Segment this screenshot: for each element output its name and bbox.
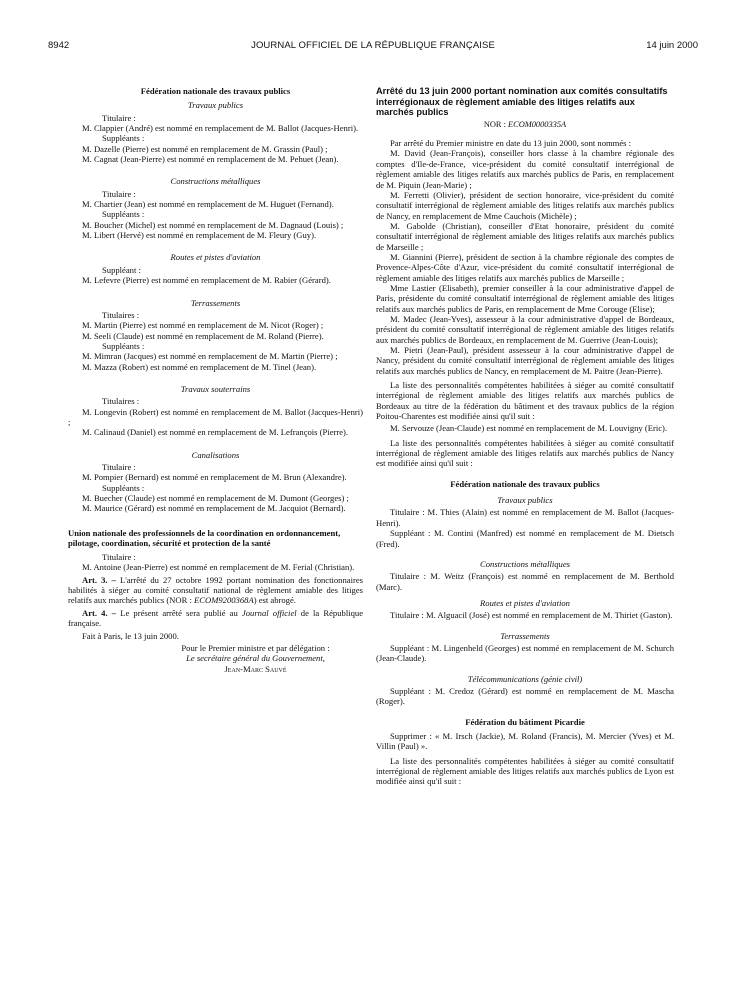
article-label: Art. 3. – bbox=[82, 574, 116, 585]
section-heading: Constructions métalliques bbox=[170, 176, 261, 187]
role-label: Titulaire : bbox=[102, 552, 136, 563]
federation-heading: Fédération nationale des travaux publics bbox=[140, 86, 291, 96]
appointment-paragraph: M. Pompier (Bernard) est nommé en remplacement de M. Brun (Alexandre). bbox=[82, 472, 347, 483]
appointment-paragraph: M. Pietri (Jean-Paul), président assesseur à la cour administrative d'appel de Nancy, président du comité consultatif interrégional de règlement amiable des litiges relatifs aux marchés publics de Nancy, en remplacement de M. Paitre (Jean-Pierre). bbox=[376, 345, 674, 376]
appointment-paragraph: M. Martin (Pierre) est nommé en remplacement de M. Nicot (Roger) ; bbox=[82, 320, 324, 331]
appointment-paragraph: M. Mazza (Robert) est nommé en remplacement de M. Tinel (Jean). bbox=[82, 361, 317, 372]
issue-date: 14 juin 2000 bbox=[646, 40, 698, 51]
intro-paragraph: Par arrêté du Premier ministre en date du 13 juin 2000, sont nommés : bbox=[390, 138, 632, 149]
appointment-paragraph: M. Longevin (Robert) est nommé en remplacement de M. Ballot (Jacques-Henri) ; bbox=[68, 406, 363, 427]
signatory-name: Jean-Marc Sauvé bbox=[224, 663, 287, 674]
appointment-paragraph: M. Servouze (Jean-Claude) est nommé en remplacement de M. Louvigny (Eric). bbox=[390, 423, 668, 434]
role-label: Titulaire : bbox=[102, 188, 136, 199]
appointment-paragraph: M. Dazelle (Pierre) est nommé en remplacement de M. Grassin (Paul) ; bbox=[82, 143, 328, 154]
appointment-paragraph: M. Mimran (Jacques) est nommé en remplacement de M. Martin (Pierre) ; bbox=[82, 351, 338, 362]
appointment-paragraph: Titulaire : M. Weitz (François) est nommé en remplacement de M. Berthold (Marc). bbox=[376, 571, 674, 592]
appointment-paragraph: Titulaire : M. Thies (Alain) est nommé en remplacement de M. Ballot (Jacques-Henri). bbox=[376, 507, 674, 528]
role-label: Titulaire : bbox=[102, 112, 136, 123]
appointment-paragraph: M. Boucher (Michel) est nommé en remplacement de M. Dagnaud (Louis) ; bbox=[82, 219, 344, 230]
role-label: Suppléants : bbox=[102, 340, 145, 351]
article-4: Art. 4. – Le présent arrêté sera publié au Journal officiel de la République française. bbox=[68, 607, 364, 629]
nor-line: NOR : ECOM0000335A bbox=[483, 119, 567, 129]
section-heading: Routes et pistes d'aviation bbox=[170, 252, 261, 263]
appointment-paragraph: M. Seeli (Claude) est nommé en remplacement de M. Roland (Pierre). bbox=[82, 330, 324, 341]
appointment-paragraph: M. Cagnat (Jean-Pierre) est nommé en remplacement de M. Pehuet (Jean). bbox=[82, 154, 339, 165]
deletion-paragraph: Supprimer : « M. Irsch (Jackie), M. Roland (Francis), M. Mercier (Yves) et M. Villin (Paul) ». bbox=[376, 730, 674, 752]
list-paragraph: La liste des personnalités compétentes habilitées à siéger au comité consultatif interrégional de règlement amiable des litiges relatifs aux marchés publics de Nancy est modifiée ainsi qu'il suit : bbox=[376, 437, 674, 469]
union-heading: Union nationale des professionnels de la coordination en ordonnancement, pilotage, coordination, sécurité et protection de la santé bbox=[68, 527, 341, 548]
appointment-paragraph: M. Madec (Jean-Yves), assesseur à la cour administrative d'appel de Bordeaux, président du comité consultatif interrégional de règlement amiable des litiges relatifs aux marchés publics de Bordeaux, en remplacement de M. Guerrive (Jean-Louis); bbox=[376, 313, 674, 345]
appointment-paragraph: M. Antoine (Jean-Pierre) est nommé en remplacement de M. Ferial (Christian). bbox=[82, 562, 355, 573]
article-3: Art. 3. – L'arrêté du 27 octobre 1992 portant nomination des fonctionnaires habilités à siéger au comité consultatif national de règlement amiable des litiges relatifs aux marchés publics (NOR : ECOM9200368A) est abrogé. bbox=[68, 574, 363, 606]
article-label: Art. 4. – bbox=[82, 607, 117, 618]
appointment-paragraph: M. Chartier (Jean) est nommé en remplacement de M. Huguet (Fernand). bbox=[82, 199, 334, 210]
right-column bbox=[376, 86, 674, 787]
section-heading: Télécommunications (génie civil) bbox=[467, 673, 583, 684]
list-paragraph: La liste des personnalités compétentes habilitées à siéger au comité consultatif interrégional de règlement amiable des litiges relatifs aux marchés publics de Lyon est modifiée ainsi qu'il suit : bbox=[376, 755, 674, 787]
appointment-paragraph: M. David (Jean-François), conseiller hors classe à la chambre régionale des comptes d'Ile-de-France, vice-président du comité consultatif interrégional de règlement amiable des litiges relatifs aux marchés publics de Paris, en remplacement de M. Piquin (Jean-Marie) ; bbox=[376, 148, 674, 190]
page-number: 8942 bbox=[48, 40, 70, 51]
list-paragraph: La liste des personnalités compétentes habilitées à siéger au comité consultatif interrégional de règlement amiable des litiges relatifs aux marchés publics de Bordeaux au titre de la fédération du bâtiment et des travaux publics de la région Poitou-Charentes est modifiée ainsi qu'il suit : bbox=[376, 380, 674, 422]
page-header bbox=[48, 40, 698, 54]
appointment-paragraph: M. Gabolde (Christian), conseiller d'Etat honoraire, président du comité consultatif interrégional de règlement amiable des litiges relatifs aux marchés publics de Marseille ; bbox=[376, 220, 674, 252]
section-heading: Travaux souterrains bbox=[180, 383, 251, 394]
appointment-paragraph: Suppléant : M. Contini (Manfred) est nommé en remplacement de M. Dietsch (Fred). bbox=[376, 528, 674, 549]
appointment-paragraph: M. Maurice (Gérard) est nommé en remplacement de M. Jacquiot (Bernard). bbox=[82, 503, 346, 514]
appointment-paragraph: M. Calinaud (Daniel) est nommé en remplacement de M. Lefrançois (Pierre). bbox=[82, 427, 349, 438]
role-label: Suppléants : bbox=[102, 482, 145, 493]
signature-line: Pour le Premier ministre et par délégation : bbox=[181, 642, 330, 653]
role-label: Titulaires : bbox=[102, 309, 140, 320]
appointment-paragraph: Suppléant : M. Credoz (Gérard) est nommé en remplacement de M. Mascha (Roger). bbox=[376, 685, 674, 707]
appointment-paragraph: M. Buecher (Claude) est nommé en remplacement de M. Dumont (Georges) ; bbox=[82, 493, 349, 503]
appointment-paragraph: M. Giannini (Pierre), président de section à la chambre régionale des comptes de Provence-Alpes-Côte d'Azur, vice-président du comité consultatif interrégional de règlement amiable des litiges relatifs aux marchés publics de Marseille ; bbox=[376, 251, 674, 283]
nor-code: ECOM0000335A bbox=[508, 119, 567, 129]
section-heading: Terrassements bbox=[190, 297, 241, 308]
appointment-paragraph: M. Clappier (André) est nommé en remplacement de M. Ballot (Jacques-Henri). bbox=[82, 123, 359, 134]
section-heading: Terrassements bbox=[500, 630, 550, 641]
section-heading: Routes et pistes d'aviation bbox=[480, 597, 570, 608]
role-label: Suppléants : bbox=[102, 209, 145, 220]
section-heading: Travaux publics bbox=[497, 495, 553, 506]
role-label: Suppléant : bbox=[102, 264, 141, 275]
role-label: Titulaires : bbox=[102, 396, 140, 407]
nor-reference: ECOM9200368A bbox=[194, 595, 254, 606]
appointment-paragraph: M. Libert (Hervé) est nommé en remplacement de M. Fleury (Guy). bbox=[82, 230, 317, 241]
federation-heading: Fédération nationale des travaux publics bbox=[450, 478, 600, 489]
appointment-paragraph: M. Lefevre (Pierre) est nommé en remplacement de M. Rabier (Gérard). bbox=[82, 275, 331, 286]
journal-name: Journal officiel bbox=[241, 607, 297, 618]
left-column bbox=[68, 86, 363, 674]
appointment-paragraph: Titulaire : M. Alguacil (José) est nommé en remplacement de M. Thiriet (Gaston). bbox=[390, 610, 673, 621]
federation-heading: Fédération du bâtiment Picardie bbox=[465, 716, 585, 727]
section-heading: Canalisations bbox=[191, 449, 240, 460]
done-at: Fait à Paris, le 13 juin 2000. bbox=[82, 630, 179, 641]
signature-title: Le secrétaire général du Gouvernement, bbox=[186, 653, 325, 664]
role-label: Suppléants : bbox=[102, 133, 145, 144]
appointment-paragraph: Suppléant : M. Lingenheld (Georges) est nommé en remplacement de M. Schurch (Jean-Claude). bbox=[376, 642, 674, 664]
appointment-paragraph: Mme Lastier (Elisabeth), premier conseiller à la cour administrative d'appel de Paris, présidente du comité consultatif interrégional de règlement amiable des litiges relatifs aux marchés publics de Paris, en remplacement de Mme Corouge (Elise); bbox=[376, 282, 674, 314]
section-heading: Constructions métalliques bbox=[480, 558, 570, 569]
journal-title: JOURNAL OFFICIEL DE LA RÉPUBLIQUE FRANÇAISE bbox=[251, 40, 495, 51]
decree-title: Arrêté du 13 juin 2000 portant nomination aux comités consultatifs interrégionaux de règlement amiable des litiges relatifs aux marchés publics bbox=[376, 86, 668, 118]
role-label: Titulaire : bbox=[102, 461, 136, 472]
appointment-paragraph: M. Ferretti (Olivier), président de section honoraire, vice-président du comité consultatif interrégional de règlement amiable des litiges relatifs aux marchés publics de Nancy, en remplacement de Mme Cauchois (Michèle) ; bbox=[376, 189, 674, 221]
section-heading: Travaux publics bbox=[187, 100, 244, 111]
